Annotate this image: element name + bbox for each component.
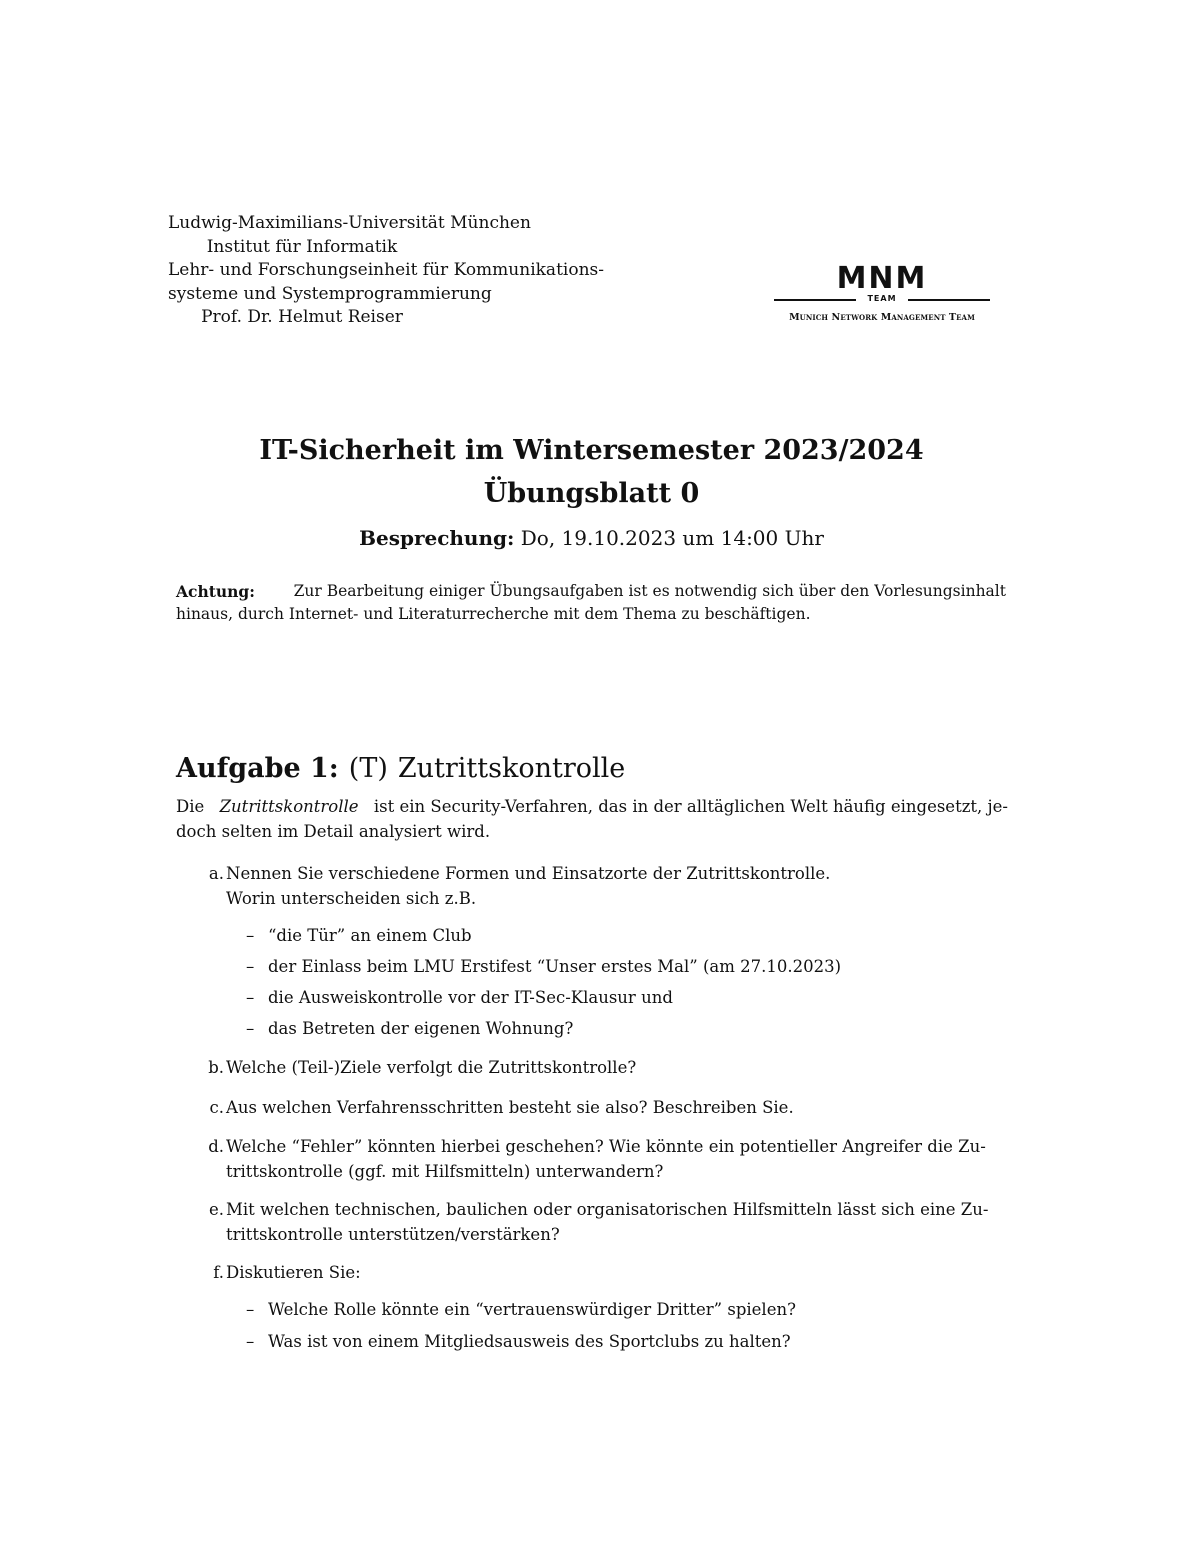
chair-name-line2: systeme und Systemprogrammierung <box>168 283 492 304</box>
item-marker: f. <box>213 1263 224 1282</box>
intro-line1-rest: ist ein Security-Verfahren, das in der alltäglichen Welt häufig eingesetzt, je- <box>373 797 1008 816</box>
intro-prefix: Die <box>176 797 205 816</box>
logo-mark: MNM <box>836 261 928 296</box>
mnm-team-logo <box>774 262 990 332</box>
dash-bullet: – <box>246 1019 255 1038</box>
professor-name: Prof. Dr. Helmut Reiser <box>201 307 403 327</box>
subitem-text: das Betreten der eigenen Wohnung? <box>268 1019 574 1038</box>
task-heading <box>176 750 625 788</box>
task-title: Zutrittskontrolle <box>397 753 626 784</box>
item-marker: c. <box>209 1098 224 1117</box>
item-text: Welche (Teil-)Ziele verfolgt die Zutrittskontrolle? <box>226 1058 637 1077</box>
item-marker: a. <box>208 864 224 883</box>
item-text: Diskutieren Sie: <box>226 1263 361 1282</box>
logo-subtitle: Munich Network Management Team <box>789 312 975 323</box>
attention-label: Achtung: <box>176 582 255 601</box>
task-type: (T) <box>348 753 388 784</box>
task-number: Aufgabe 1: <box>176 753 339 784</box>
item-marker: d. <box>208 1137 224 1156</box>
subitem-text: der Einlass beim LMU Erstifest “Unser erstes Mal” (am 27.10.2023) <box>268 957 842 976</box>
item-text: Worin unterscheiden sich z.B. <box>226 889 477 908</box>
dash-bullet: – <box>246 957 255 976</box>
dash-bullet: – <box>246 988 255 1007</box>
subitem-text: die Ausweiskontrolle vor der IT-Sec-Klausur und <box>268 988 673 1007</box>
meeting-date: Do, 19.10.2023 um 14:00 Uhr <box>520 526 824 550</box>
item-marker: b. <box>208 1058 224 1077</box>
subitem-text: Was ist von einem Mitgliedsausweis des Sportclubs zu halten? <box>268 1332 791 1351</box>
item-text: Aus welchen Verfahrensschritten besteht sie also? Beschreiben Sie. <box>226 1098 794 1117</box>
subitem-text: Welche Rolle könnte ein “vertrauenswürdiger Dritter” spielen? <box>268 1300 796 1319</box>
attention-text-line2: hinaus, durch Internet- und Literaturrecherche mit dem Thema zu beschäftigen. <box>176 605 811 623</box>
intro-line2: doch selten im Detail analysiert wird. <box>176 822 491 841</box>
dash-bullet: – <box>246 1300 255 1319</box>
intro-term: Zutrittskontrolle <box>219 797 359 816</box>
dash-bullet: – <box>246 1332 255 1351</box>
task-intro <box>176 794 1008 844</box>
dash-bullet: – <box>246 926 255 945</box>
attention-text-line1: Zur Bearbeitung einiger Übungsaufgaben ist es notwendig sich über den Vorlesungsinhalt <box>293 582 1006 600</box>
meeting-label: Besprechung: <box>359 526 515 550</box>
chair-name-line1: Lehr- und Forschungseinheit für Kommunikations- <box>168 260 604 280</box>
item-text: Nennen Sie verschiedene Formen und Einsatzorte der Zutrittskontrolle. <box>226 864 831 883</box>
sheet-title: Übungsblatt 0 <box>483 478 700 509</box>
institute-name: Institut für Informatik <box>206 236 398 257</box>
logo-team-label: TEAM <box>867 294 897 303</box>
meeting-info <box>0 523 1183 553</box>
attention-note <box>176 580 1006 626</box>
item-text: Welche “Fehler” könnten hierbei geschehen? Wie könnte ein potentieller Angreifer die Zu- <box>226 1137 986 1156</box>
course-title: IT-Sicherheit im Wintersemester 2023/2024 <box>259 435 924 466</box>
institution-header <box>168 212 604 330</box>
item-text: trittskontrolle unterstützen/verstärken? <box>226 1225 560 1244</box>
university-name: Ludwig-Maximilians-Universität München <box>168 213 531 233</box>
item-text: Mit welchen technischen, baulichen oder organisatorischen Hilfsmitteln lässt sich eine Zu- <box>226 1200 989 1219</box>
subitem-text: “die Tür” an einem Club <box>268 926 472 945</box>
item-marker: e. <box>208 1200 224 1219</box>
item-text: trittskontrolle (ggf. mit Hilfsmitteln) unterwandern? <box>226 1162 664 1181</box>
